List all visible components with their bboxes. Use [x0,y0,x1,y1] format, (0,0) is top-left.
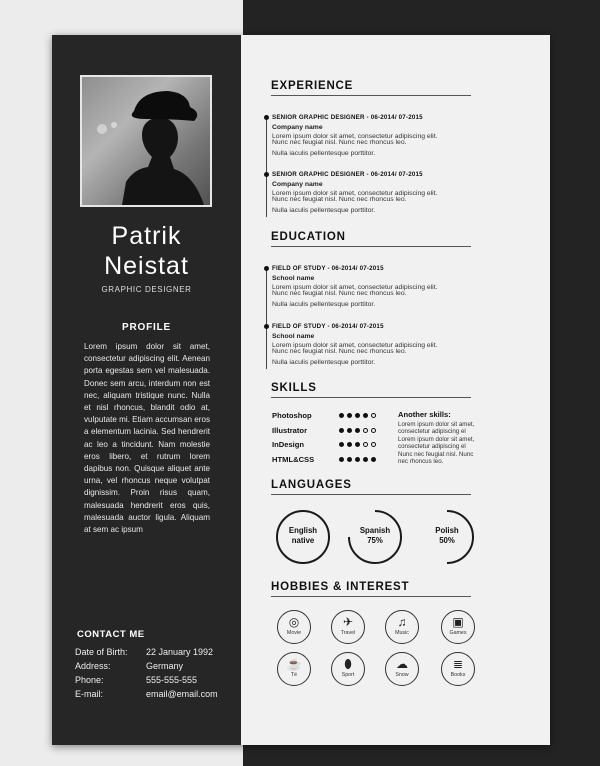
hobby-movie [277,610,311,644]
experience-timeline [266,117,267,217]
entry-org: School name [272,275,315,282]
game-invader-icon: ▣ [452,615,464,629]
another-skill-text: Lorem ipsum dolor sit amet, consectetur adipiscing el [398,436,475,450]
music-note-icon: ♫ [397,615,407,629]
contact-heading: CONTACT ME [77,629,145,640]
skill-dot-filled [347,413,352,418]
skill-dot-empty [371,442,376,447]
hobby-label: Movie [286,630,302,636]
another-skill-text: Lorem ipsum dolor sit amet, consectetur adipiscing el [398,421,475,435]
hobby-sport [331,652,365,686]
skill-dot-filled [347,442,352,447]
resume-sidebar [52,35,241,745]
contact-value: Germany [146,661,184,671]
entry-org: School name [272,333,315,340]
education-entry [272,265,452,308]
snow-cloud-icon: ☁ [396,657,408,671]
entry-desc: Lorem ipsum dolor sit amet, consectetur adipiscing elit. Nunc nec feugiat nisl. Nunc nec rhoncus leo. [272,284,438,297]
hobby-label: Sport [341,672,355,678]
hobby-games [441,610,475,644]
entry-title: SENIOR GRAPHIC DESIGNER - 06-2014/ 07-2015 [272,171,423,178]
language-level: 50% [439,536,455,545]
hobby-label: Games [449,630,467,636]
hobby-label: Travel [340,630,356,636]
skill-dot-filled [347,457,352,462]
person-name [52,221,241,281]
skill-dot-filled [347,428,352,433]
profile-heading: PROFILE [122,322,171,333]
skill-dot-filled [355,413,360,418]
skill-dots [339,413,376,418]
hobby-label: Té [290,672,298,678]
contact-value: 22 January 1992 [146,647,214,657]
skill-dots [339,442,376,447]
entry-note: Nulla iaculis pellentesque porttitor. [272,150,376,157]
first-name: Patrik [111,222,182,250]
books-stack-icon: ≣ [452,657,464,671]
entry-desc: Lorem ipsum dolor sit amet, consectetur adipiscing elit. Nunc nec feugiat nisl. Nunc nec rhoncus leo. [272,133,438,146]
experience-heading: EXPERIENCE [271,80,471,96]
skill-name: InDesign [272,440,305,449]
skill-dot-filled [355,442,360,447]
another-skills-heading: Another skills: [398,410,451,419]
language-name: Spanish [359,526,391,535]
contact-value: 555-555-555 [146,675,198,685]
timeline-dot [264,115,269,120]
timeline-dot [264,172,269,177]
education-timeline [266,269,267,369]
hobby-label: Music [395,630,409,636]
hobby-travel [331,610,365,644]
entry-note: Nulla iaculis pellentesque porttitor. [272,359,376,366]
contact-key: Address: [75,661,111,671]
skill-dot-filled [363,413,368,418]
entry-title: SENIOR GRAPHIC DESIGNER - 06-2014/ 07-2015 [272,114,423,121]
skill-dot-filled [355,428,360,433]
hobby-label: Books [450,672,466,678]
language-gauge [347,509,403,565]
resume-main [241,35,550,745]
airplane-icon: ✈ [342,615,354,629]
entry-desc: Lorem ipsum dolor sit amet, consectetur adipiscing elit. Nunc nec feugiat nisl. Nunc nec rhoncus leo. [272,190,438,203]
contact-value[interactable]: email@email.com [146,689,218,699]
experience-entry [272,114,452,157]
another-skill-text: Nunc nec feugiat nisl. Nunc nec rhoncus leo. [398,451,474,465]
skill-dot-filled [339,442,344,447]
education-heading: EDUCATION [271,231,471,247]
hobby-label: Snow [395,672,409,678]
skill-dot-empty [363,442,368,447]
profile-text: Lorem ipsum dolor sit amet, consectetur adipiscing elit. Aenean porta egestas sem vel malesuada. Donec sem arcu, interdum non est nec, aliquam tristique nunc. Nulla et nisl rhoncus, blandit odio at, vulputate mi. Etiam accumsan eros a elementum lacinia. Sed hendrerit ac leo a tincidunt. Nam molestie eros libero, et rutrum lorem dapibus non. Quisque aliquet ante urna, vel rhoncus neque volutpat dignissim. Proin risus quam, malesuada hendrerit eros quis, malesuada auctor ligula. Aliquam at sem ac ipsum [84,342,210,535]
timeline-dot [264,266,269,271]
tea-cup-icon: ☕ [286,657,302,671]
language-name: English [288,526,318,535]
language-gauge [275,509,331,565]
languages-heading: LANGUAGES [271,479,471,495]
hobby-snow [385,652,419,686]
football-icon: ⬮ [344,657,352,671]
language-name: Polish [435,526,459,535]
skills-heading: SKILLS [271,382,471,398]
profile-photo-silhouette [82,77,210,205]
skill-name: HTML&CSS [272,455,315,464]
entry-org: Company name [272,124,323,131]
profile-photo [80,75,212,207]
skill-dots [339,428,376,433]
education-entry [272,323,452,366]
entry-note: Nulla iaculis pellentesque porttitor. [272,207,376,214]
experience-entry [272,171,452,214]
skill-dot-filled [355,457,360,462]
skill-name: Illustrator [272,426,308,435]
skill-dots [339,457,376,462]
job-role: GRAPHIC DESIGNER [101,285,192,294]
contact-key: Phone: [75,675,104,685]
language-level: native [291,536,315,545]
timeline-dot [264,324,269,329]
entry-desc: Lorem ipsum dolor sit amet, consectetur adipiscing elit. Nunc nec feugiat nisl. Nunc nec rhoncus leo. [272,342,438,355]
hobby-books [441,652,475,686]
entry-title: FIELD OF STUDY - 06-2014/ 07-2015 [272,265,384,272]
skill-dot-filled [339,428,344,433]
hobby-tea [277,652,311,686]
language-gauge [419,509,475,565]
skill-dot-filled [363,457,368,462]
skill-dot-empty [371,428,376,433]
last-name: Neistat [104,252,189,280]
skill-dot-filled [371,457,376,462]
contact-key: E-mail: [75,689,104,699]
entry-org: Company name [272,181,323,188]
skill-dot-filled [339,457,344,462]
skill-dot-empty [363,428,368,433]
language-level: 75% [367,536,383,545]
skill-name: Photoshop [272,411,312,420]
entry-note: Nulla iaculis pellentesque porttitor. [272,301,376,308]
skill-dot-filled [339,413,344,418]
entry-title: FIELD OF STUDY - 06-2014/ 07-2015 [272,323,384,330]
hobbies-heading: HOBBIES & INTEREST [271,581,471,597]
hobby-music [385,610,419,644]
film-reel-icon: ◎ [288,615,300,629]
contact-key: Date of Birth: [75,647,128,657]
skill-dot-empty [371,413,376,418]
